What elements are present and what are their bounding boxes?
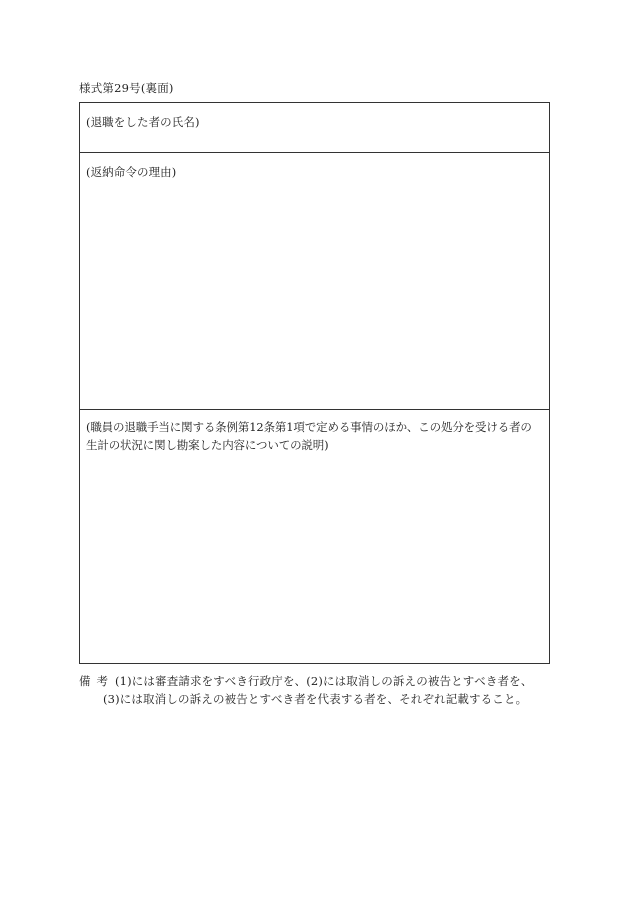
return-order-reason-section[interactable] (80, 153, 549, 410)
living-situation-explanation-section[interactable] (80, 410, 549, 663)
form-title: 様式第29号(裏面) (79, 81, 174, 95)
retiree-name-label: (退職をした者の氏名) (86, 115, 200, 129)
remarks-line-2: (3)には取消しの訴えの被告とすべき者を代表する者を、それぞれ記載すること。 (103, 692, 528, 706)
retiree-name-section[interactable] (80, 103, 549, 153)
return-order-reason-label: (返納命令の理由) (86, 165, 177, 179)
form-box (79, 102, 550, 664)
living-situation-explanation-label: (職員の退職手当に関する条例第12条第1項で定める事情のほか、この処分を受ける者の生計の状況に関し勘案した内容についての説明) (86, 420, 532, 452)
remarks-line-1: (1)には審査請求をすべき行政庁を、(2)には取消しの訴えの被告とすべき者を、 (115, 674, 533, 688)
remarks-heading: 備考 (79, 674, 114, 688)
